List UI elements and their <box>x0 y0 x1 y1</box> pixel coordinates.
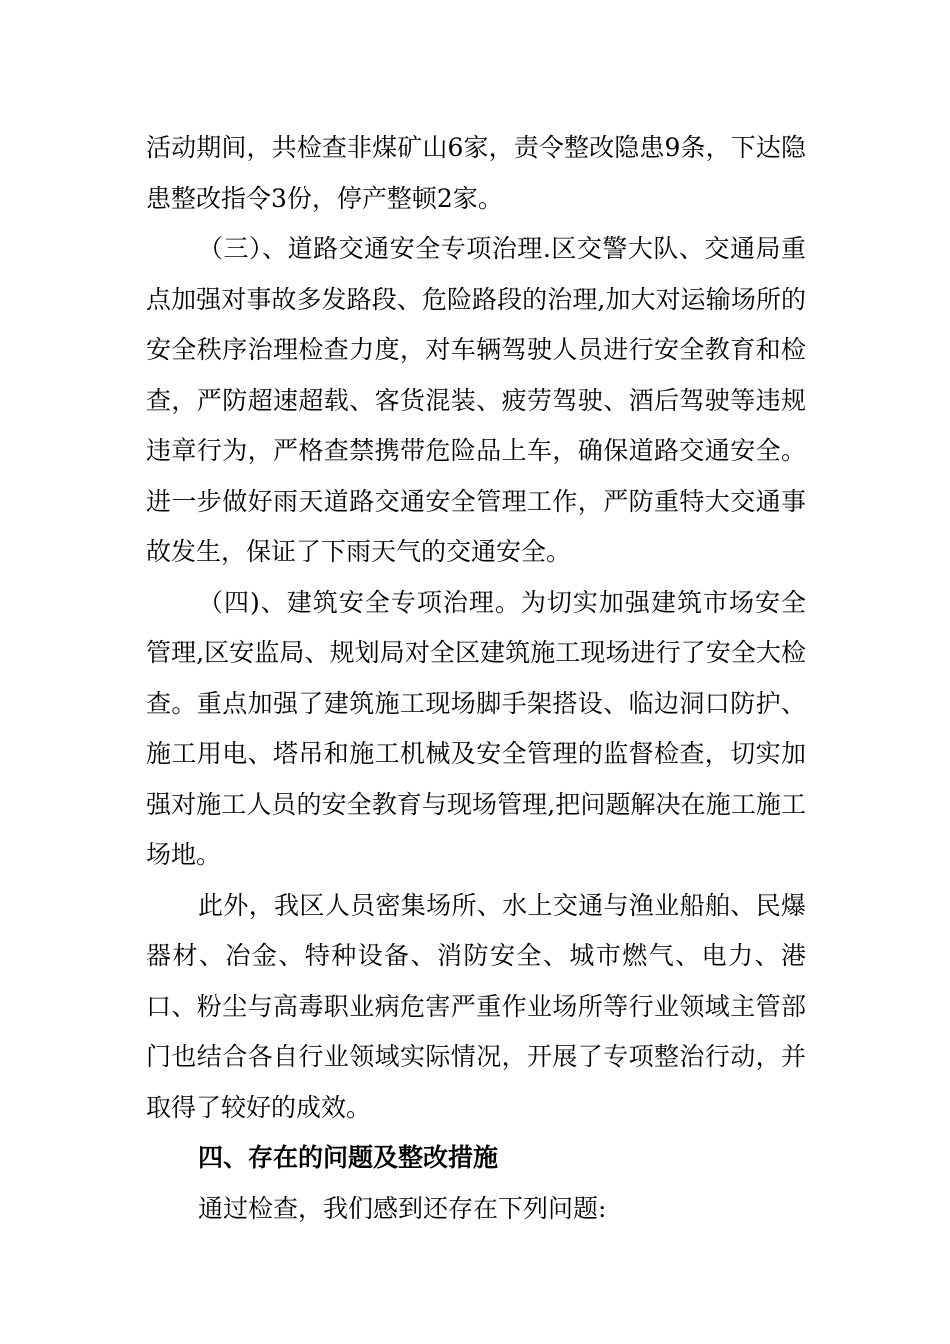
section-heading-problems-measures: 四、存在的问题及整改措施 <box>198 1143 499 1172</box>
paragraph-inspection-summary: 活动期间，共检查非煤矿山6家，责令整改隐患9条，下达隐患整改指令3份，停产整顿2家。 <box>146 133 806 213</box>
paragraph-road-traffic-safety: （三）、道路交通安全专项治理.区交警大队、交通局重点加强对事故多发路段、危险路段的治理,加大对运输场所的安全秩序治理检查力度，对车辆驾驶人员进行安全教育和检查，严防超速超载、客货混装、疲劳驾驶、酒后驾驶等违规违章行为，严格查禁携带危险品上车，确保道路交通安全。进一步做好雨天道路交通安全管理工作，严防重特大交通事故发生，保证了下雨天气的交通安全。 <box>146 234 806 566</box>
paragraph-other-industries: 此外，我区人员密集场所、水上交通与渔业船舶、民爆器材、冶金、特种设备、消防安全、城市燃气、电力、港口、粉尘与高毒职业病危害严重作业场所等行业领域主管部门也结合各自行业领域实际情况，开展了专项整治行动，并取得了较好的成效。 <box>146 890 806 1122</box>
paragraph-construction-safety: （四)、建筑安全专项治理。为切实加强建筑市场安全管理,区安监局、规划局对全区建筑施工现场进行了安全大检查。重点加强了建筑施工现场脚手架搭设、临边洞口防护、施工用电、塔吊和施工机械及安全管理的监督检查，切实加强对施工人员的安全教育与现场管理,把问题解决在施工施工场地。 <box>146 587 806 869</box>
paragraph-problems-intro: 通过检查，我们感到还存在下列问题: <box>198 1193 607 1223</box>
document-body <box>146 123 806 1234</box>
